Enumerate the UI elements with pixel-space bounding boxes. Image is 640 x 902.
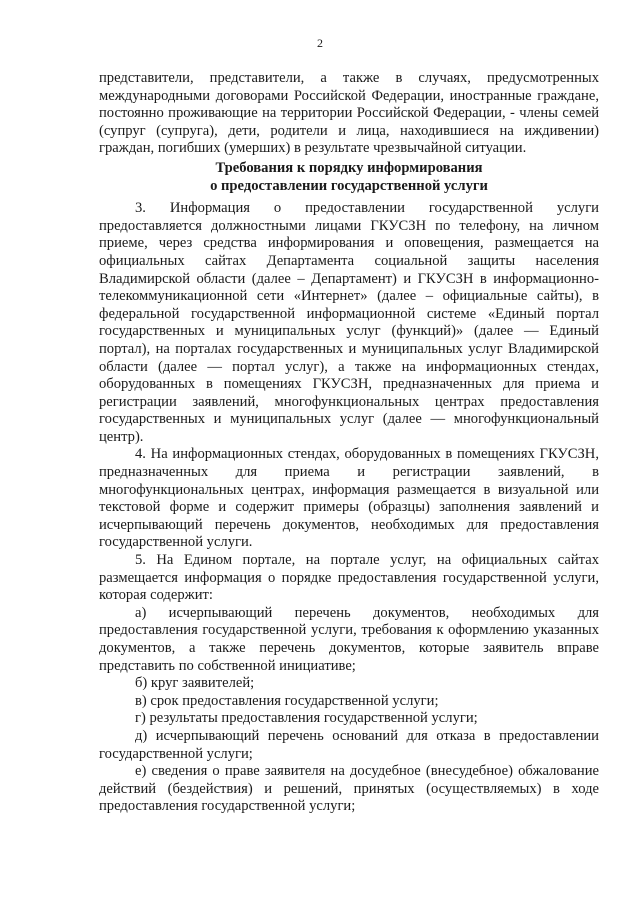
list-item-v: в) срок предоставления государственной услуги;	[135, 692, 439, 709]
document-body	[99, 70, 599, 816]
list-item-g: г) результаты предоставления государственной услуги;	[135, 710, 478, 727]
paragraph-4: 4. На информационных стендах, оборудованных в помещениях ГКУСЗН, предназначенных для приема и регистрации заявлений, в многофункциональных центрах, информация размещается в визуальной или текстовой форме и содержит примеры (образцы) заполнения заявлений и исчерпывающий перечень документов, необходимых для предоставления государственной услуги.	[99, 446, 599, 551]
paragraph-5: 5. На Едином портале, на портале услуг, на официальных сайтах размещается информация о порядке предоставления государственной услуги, которая содержит:	[99, 552, 599, 604]
list-item-a: а) исчерпывающий перечень документов, необходимых для предоставления государственной услуги, требования к оформлению указанных документов, а также перечень документов, которые заявитель вправе представить по собственной инициативе;	[99, 604, 599, 674]
list-item-d: д) исчерпывающий перечень оснований для отказа в предоставлении государственной услуги;	[99, 727, 599, 762]
page-number: 2	[317, 36, 323, 50]
list-item-b: б) круг заявителей;	[135, 675, 255, 692]
section-heading	[99, 160, 599, 195]
section-heading-line-1: Требования к порядку информирования	[215, 159, 483, 176]
paragraph-3: 3. Информация о предоставлении государственной услуги предоставляется должностными лицами ГКУСЗН по телефону, на личном приеме, через средства информирования и оповещения, размещается на официальных сайтах Департамента социальной защиты населения Владимирской области (далее – Департамент) и ГКУСЗН в информационно-телекоммуникационной сети «Интернет» (далее – официальные сайты), в федеральной государственной информационной системе «Единый портал государственных и муниципальных услуг (функций)» (далее — Единый портал), на порталах государственных и муниципальных услуг Владимирской области (далее — портал услуг), а также на информационных стендах, оборудованных в помещениях ГКУСЗН, предназначенных для приема и регистрации заявлений, многофункциональных центрах предоставления государственных и муниципальных услуг (далее — многофункциональный центр).	[99, 200, 599, 445]
list-item-e: е) сведения о праве заявителя на досудебное (внесудебное) обжалование действий (бездействия) и решений, принятых (осуществляемых) в ходе предоставления государственной услуги;	[99, 763, 599, 815]
section-heading-line-2: о предоставлении государственной услуги	[210, 177, 488, 194]
intro-paragraph: представители, представители, а также в случаях, предусмотренных международными договорами Российской Федерации, иностранные граждане, постоянно проживающие на территории Российской Федерации, - члены семей (супруг (супруга), дети, родители и лица, находившиеся на иждивении) граждан, погибших (умерших) в результате чрезвычайной ситуации.	[99, 70, 599, 157]
